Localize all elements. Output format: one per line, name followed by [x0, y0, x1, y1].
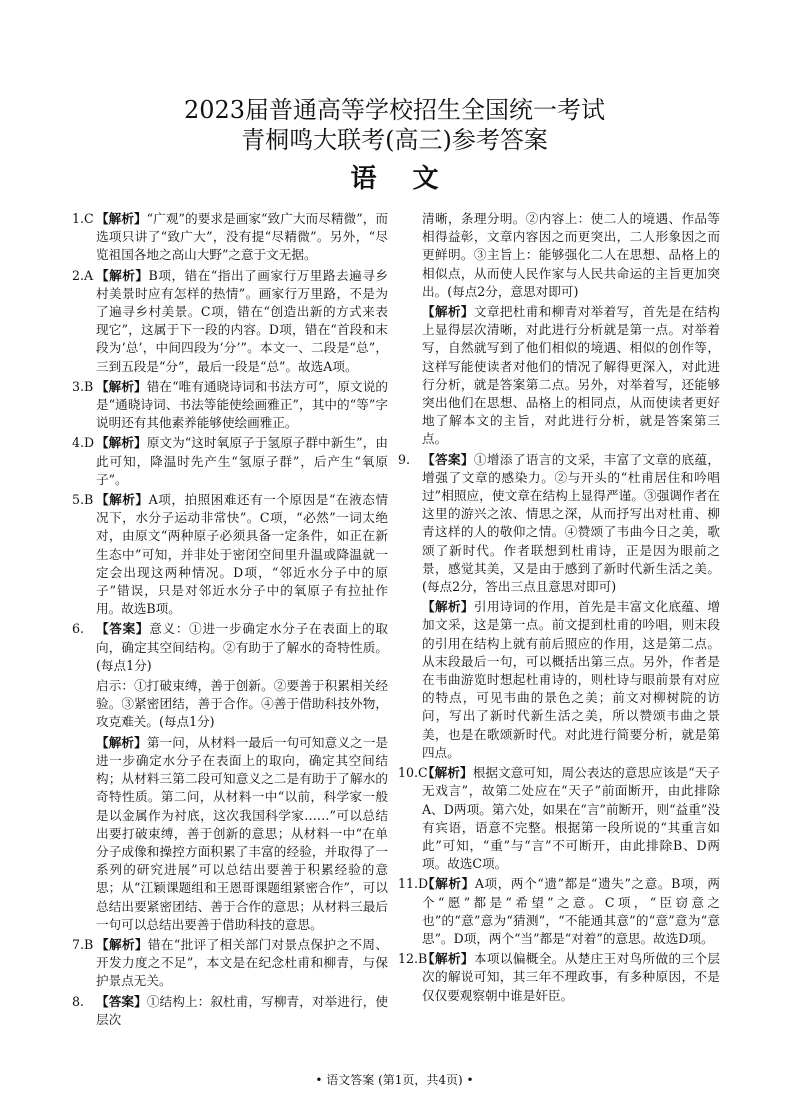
answer-item	[72, 677, 388, 732]
answer-body	[398, 451, 720, 597]
answer-body	[72, 677, 388, 732]
answer-text: A项，拍照困难还有一个原因是“在液态情况下，水分子运动非常快”。C项，“必然”一词太绝对，由原文“两种原子必须具备一定条件，如正在新生态中”可知，并非处于密闭空间里升温或降温就一定会出现这两种情况。D项，“邻近水分子中的原子”错误，只是对邻近水分子中的氧原子有拉扯作用。故选B项。	[96, 492, 388, 617]
answer-text: 启示：①打破束缚，善于创新。②要善于积累相关经验。③紧密团结，善于合作。④善于借助科技外物，攻克难关。(每点1分)	[96, 678, 388, 730]
answer-body	[398, 210, 720, 301]
answer-item	[398, 210, 720, 301]
answer-tag: 【解析】	[422, 876, 475, 892]
question-number: 7.B	[72, 936, 94, 952]
answer-text: 错在“批评了相关部门对景点保护之不周、开发力度之不足”，本文是在纪念杜甫和柳青，与保护景点无关。	[96, 936, 388, 989]
answer-text: “广观”的要求是画家“致广大而尽精微”，而选项只讲了“致广大”，没有提“尽精微”。另外，“尽览祖国各地之高山大野”之意于文无据。	[96, 211, 388, 263]
answer-text: 意义：①进一步确定水分子在表面上的取向，确定其空间结构。②有助于了解水的奇特性质。(每点1分)	[96, 621, 389, 673]
answer-tag: 【解析】	[96, 936, 148, 952]
answer-tag: 【解析】	[422, 951, 474, 967]
answer-item	[72, 491, 388, 618]
exam-title: 2023届普通高等学校招生全国统一考试	[183, 96, 606, 124]
answer-item	[72, 620, 388, 675]
answer-text: 文章把杜甫和柳青对举着写，首先是在结构上显得层次清晰，对此进行分析就是第一点。对举着写，自然就写到了他们相似的境遇、相似的创作等，这样写能使读者对他们的情况了解得更深入，对此进行分析，就是答案第二点。另外，对举着写，还能够突出他们在思想、品格上的相同点，从而使读者更好地了解本文的主旨，对此进行分析，就是答案第三点。	[422, 304, 721, 447]
answer-text: 原文为“这时氧原子于氢原子群中新生”，由此可知，降温时先产生“氢原子群”，后产生“氧原子”。	[96, 435, 388, 487]
answer-tag: 【解析】	[96, 734, 147, 750]
answer-tag: 【答案】	[422, 451, 474, 467]
answer-tag: 【解析】	[422, 599, 474, 615]
answer-body	[72, 210, 388, 265]
answer-text: A项，两个“遗”都是“遗失”之意。B项，两个“愿”都是“希望”之意。C项，“臣窃意之也”的“意”意为“猜测”，“不能通其意”的“意”意为“意思”。D项，两个“当”都是“对着”的意思。故选D项。	[422, 876, 720, 946]
question-number: 3.B	[72, 378, 94, 394]
answer-text: B项，错在“指出了画家行万里路去遍寻乡村美景时应有怎样的热情”。画家行万里路，不是为了遍寻乡村美景。C项，错在“创造出新的方式来表现它”，这属于下一段的内容。D项，错在“首段和末段为‘总’，中间四段为‘分’”。本文一、二段是“总”，三到五段是“分”，最后一段是“总”。故选A项。	[96, 267, 388, 374]
answer-item	[72, 734, 388, 934]
answer-item	[72, 267, 388, 376]
answer-tag: 【解析】	[422, 765, 473, 781]
right-column	[398, 210, 720, 1007]
answer-body	[72, 267, 388, 376]
answer-text: 本项以偏概全。从楚庄王对鸟所做的三个层次的解说可知，其三年不理政事，有多种原因，不是仅仅要观察朝中谁是奸臣。	[422, 951, 721, 1003]
answer-body	[398, 764, 720, 873]
question-number: 2.A	[72, 267, 94, 283]
answer-tag: 【解析】	[96, 267, 149, 283]
answer-tag: 【解析】	[96, 435, 147, 451]
answer-body	[398, 303, 720, 449]
question-number: 12.B	[398, 951, 428, 967]
page-footer: • 语文答案 (第1页，共4页) •	[315, 1073, 474, 1087]
question-number: 9.	[398, 451, 411, 467]
question-number: 8.	[72, 993, 85, 1009]
answer-tag: 【解析】	[96, 492, 149, 508]
answer-text: 第一问，从材料一最后一句可知意义之一是进一步确定水分子在表面上的取向，确定其空间结构；从材料三第二段可知意义之二是有助于了解水的奇特性质。第二问，从材料一中“以前，科学家一般是以金属作为衬底，这次我国科学家……”可以总结出要打破束缚，善于创新的意思；从材料一中“在单分子成像和操控方面积累了丰富的经验，并取得了一系列的研究进展”可以总结出要善于积累经验的意思；从“江颖课题组和王恩哥课题组紧密合作”，可以总结出要紧密团结、善于合作的意思；从材料三最后一句可以总结出要善于借助科技的意思。	[96, 734, 389, 932]
answer-item	[72, 378, 388, 433]
answer-item	[398, 950, 720, 1005]
answer-text: 错在“唯有通晓诗词和书法方可”，原文说的是“通晓诗词、书法等能使绘画雅正”，其中的“等”字说明还有其他素养能够使绘画雅正。	[96, 378, 388, 431]
answer-text: 清晰，条理分明。②内容上：使二人的境遇、作品等相得益彰，文章内容因之而更突出，二人形象因之而更鲜明。③主旨上：能够强化二人在思想、品格上的相似点，从而使人民作家与人民共命运的主旨更加突出。(每点2分，意思对即可)	[422, 211, 720, 299]
answer-item	[72, 210, 388, 265]
answer-tag: 【解析】	[96, 211, 147, 226]
answer-body	[72, 936, 388, 991]
answer-text: ①增添了语言的文采，丰富了文章的底蕴，增强了文章的感染力。②与开头的“杜甫居住和吟唱过”相照应，使文章在结构上显得严谨。③强调作者在这里的游兴之浓、情思之深，从而抒写出对杜甫、柳青这样的人的敬仰之情。④赞颂了韦曲今日之美，歌颂了新时代。作者联想到杜甫诗，正是因为眼前之景，感觉其美，又是由于感到了新时代新生活之美。(每点2分，答出三点且意思对即可)	[422, 451, 721, 595]
answer-body	[72, 993, 388, 1029]
answer-item	[72, 993, 388, 1029]
answer-item	[398, 303, 720, 449]
answer-body	[398, 950, 720, 1005]
answer-tag: 【答案】	[96, 993, 147, 1009]
answer-text: 引用诗词的作用，首先是丰富文化底蕴、增加文采，这是第一点。前文提到杜甫的吟唱，则末段的引用在结构上就有前后照应的作用，这是第二点。从末段最后一句，可以概括出第三点。另外，作者是在韦曲游览时想起杜甫诗的，则杜诗与眼前景有对应的特点，可见韦曲的景色之美；前文对柳树院的访问，写出了新时代新生活之美，所以赞颂韦曲之景美，也是在歌颂新时代。对此进行简要分析，就是第四点。	[422, 599, 721, 760]
answer-item	[72, 936, 388, 991]
answer-item	[398, 875, 720, 948]
answer-item	[72, 434, 388, 489]
answer-text: 根据文意可知，周公表达的意思应该是“天子无戏言”，故第二处应在“天子”前面断开，由此排除A、D两项。第六处，如果在“言”前断开，则“益重”没有宾语，语意不完整。根据第一段所说的“其重言如此”可知，“重”与“言”不可断开，由此排除B、D两项。故选C项。	[422, 765, 721, 872]
answer-body	[72, 491, 388, 618]
question-number: 5.B	[72, 492, 94, 508]
subject-heading: 语文	[350, 164, 475, 194]
exam-subtitle: 青桐鸣大联考(高三)参考答案	[241, 126, 548, 154]
question-number: 6.	[72, 621, 85, 637]
question-number: 10.C	[398, 765, 428, 781]
answer-body	[72, 434, 388, 489]
answer-item	[398, 451, 720, 597]
answer-item	[398, 764, 720, 873]
answer-tag: 【解析】	[422, 304, 474, 320]
answer-body	[72, 620, 388, 675]
answer-text: ①结构上：叙杜甫，写柳青，对举进行，使层次	[96, 993, 389, 1027]
question-number: 11.D	[398, 876, 429, 892]
answer-body	[398, 598, 720, 762]
answer-item	[398, 598, 720, 762]
answer-body	[72, 378, 388, 433]
answer-tag: 【答案】	[96, 621, 150, 637]
answer-tag: 【解析】	[96, 378, 147, 394]
question-number: 4.D	[72, 435, 95, 451]
answer-body	[72, 734, 388, 934]
answer-body	[398, 875, 720, 948]
question-number: 1.C	[72, 211, 94, 226]
left-column	[72, 210, 388, 1031]
